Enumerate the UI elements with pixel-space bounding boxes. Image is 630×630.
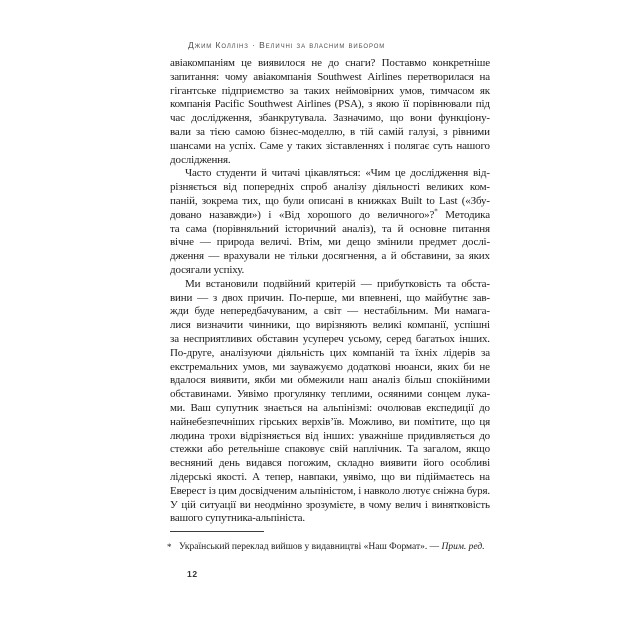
text-line: ми. Ваш супутник знається на альпінізмі: очолював експедиції до [170,401,490,414]
text-line: У цій ситуації ви неодмінно зрозумієте, в чому велич і винятковість [170,498,490,511]
text-line: за несприятливих обставин усупереч усьому, серед багатьох інших. [170,332,490,345]
text-line: гігантське підприємство за таких неймовірних умов, тимчасом як [170,84,490,97]
text-line: та сама (порівняльний історичний аналіз), та й основне питання [170,222,490,235]
text-line: шансами на успіх. Саме у таких зіставленнях і полягає суть нашого [170,139,490,152]
text-line: вини — з двох причин. По-перше, ми впевнені, що майбутнє зав- [170,291,490,304]
text-line: Часто студенти й читачі цікавляться: «Чим це дослідження від- [185,167,490,180]
text-line: По-друге, аналізуючи діяльність цих компаній та їхніх лідерів за [170,346,490,359]
text-line: різняється від попередніх спроб аналізу діяльності великих ком- [170,181,490,194]
text-line: стежки або ретельніше спаковує свій наплічник. Та загалом, якщо [170,443,490,456]
text-line: вашого супутника-альпініста. [170,512,305,525]
text-line: обставинами. Уявімо прогулянку теплими, осяяними сонцем лука- [170,388,490,401]
text-line: досягали успіху. [170,263,245,276]
text-line: лідерські якості. А тепер, навпаки, уявімо, що ви підіймаєтесь на [170,470,490,483]
text-line: авіакомпаніям це виявилося не до снаги? Поставмо конкретніше [170,57,490,69]
running-header: Джим Коллінз · Величні за власним вибором [188,40,386,50]
footnote-marker: * [167,542,172,552]
text-line: час дослідження, збанкрутувала. Зазначимо, що вони функціону- [170,112,490,125]
page-number: 12 [187,569,198,579]
footnote-editor-note: Прим. ред. [441,542,485,552]
text-line: людина трохи відрізняється від інших: уважніше придивляється до [170,429,490,442]
text-line: Еверест із цим досвідченим альпіністом, і навколо лютує сніжна буря. [170,484,490,497]
text-line: запитання: чому авіакомпанія Southwest Airlines перетворилася на [170,70,490,83]
text-line: довано назавжди») і «Від хорошого до величного»?* Методика [170,207,490,221]
text-line: весняний день видався погожим, складно виявити його особливі [170,457,490,470]
text-line: жди буде непередбачуваним, а світ — нестабільним. Ми намага- [170,305,490,318]
text-line: вдалося виявити, якби ми обмежили наш аналіз більш спокійними [170,374,490,387]
text-line: Ми встановили подвійний критерій — прибутковість та обста- [185,277,490,290]
text-line: дження — врахували не тільки досягнення, а й обставини, за яких [170,250,490,263]
text-line: вічне — природа величі. Втім, ми дещо змінили предмет дослі- [170,236,490,249]
text-line: дослідження. [170,153,231,166]
text-line: вали за тією самою бізнес-моделлю, в тій самій галузі, з рівними [170,125,490,138]
text-line: екстремальних умов, ми зауважуємо додаткові нюанси, яких би не [170,360,490,373]
footnote [179,541,499,554]
text-line: найнебезпечніших гірських верхів’їв. Можливо, ви помітите, що ця [170,415,490,428]
footnote-reference: * [434,207,438,216]
body-text [170,57,490,526]
text-line: лися визначити чинники, що вирізняють великі компанії, успішні [170,319,490,332]
footnote-divider [170,531,264,532]
text-line: компанія Pacific Southwest Airlines (PSA), з якою її порівнювали під [170,98,490,111]
footnote-text: Український переклад вийшов у видавництві «Наш Формат». — [179,542,442,552]
text-line: паній, зокрема тих, що були описані в книжках Built to Last («Збу- [170,194,490,207]
